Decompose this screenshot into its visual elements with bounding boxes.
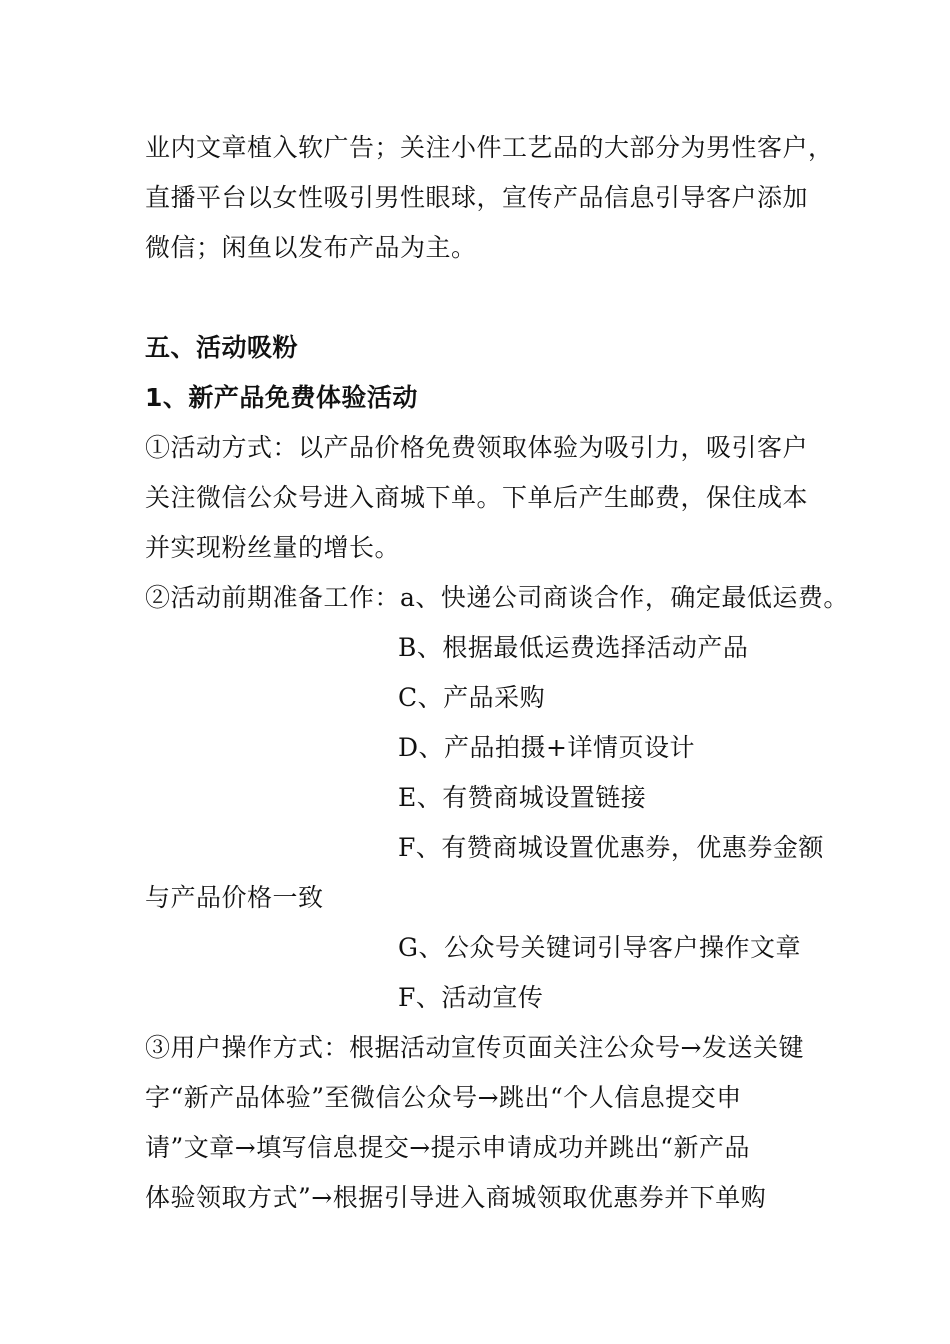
item3-line-2: 字“新产品体验”至微信公众号→跳出“个人信息提交申 [145, 1083, 742, 1112]
item2-step-b: B、根据最低运费选择活动产品 [398, 633, 749, 662]
item2-step-e: E、有赞商城设置链接 [398, 783, 647, 812]
item2-step-f-continued: 与产品价格一致 [145, 883, 324, 912]
item3-line-3: 请”文章→填写信息提交→提示申请成功并跳出“新产品 [145, 1133, 750, 1162]
item2-step-f-promotion: F、活动宣传 [398, 983, 544, 1012]
item1-line-2: 关注微信公众号进入商城下单。下单后产生邮费，保住成本 [145, 483, 809, 512]
section-heading: 五、活动吸粉 [145, 333, 299, 362]
item3-line-1: ③用户操作方式：根据活动宣传页面关注公众号→发送关键 [145, 1033, 804, 1062]
item2-step-g: G、公众号关键词引导客户操作文章 [398, 933, 801, 962]
item2-step-c: C、产品采购 [398, 683, 546, 712]
item2-step-d: D、产品拍摄+详情页设计 [398, 733, 695, 762]
item2-step-f: F、有赞商城设置优惠券，优惠券金额 [398, 833, 824, 862]
intro-line-3: 微信；闲鱼以发布产品为主。 [145, 233, 477, 262]
item1-line-1: ①活动方式：以产品价格免费领取体验为吸引力，吸引客户 [145, 433, 809, 462]
intro-line-1: 业内文章植入软广告；关注小件工艺品的大部分为男性客户， [145, 133, 834, 162]
intro-line-2: 直播平台以女性吸引男性眼球，宣传产品信息引导客户添加 [145, 183, 809, 212]
item2-line-1: ②活动前期准备工作：a、快递公司商谈合作，确定最低运费。 [145, 583, 849, 612]
section-subheading: 1、新产品免费体验活动 [145, 383, 418, 412]
item1-line-3: 并实现粉丝量的增长。 [145, 533, 401, 562]
item3-line-4: 体验领取方式”→根据引导进入商城领取优惠券并下单购 [145, 1183, 767, 1212]
